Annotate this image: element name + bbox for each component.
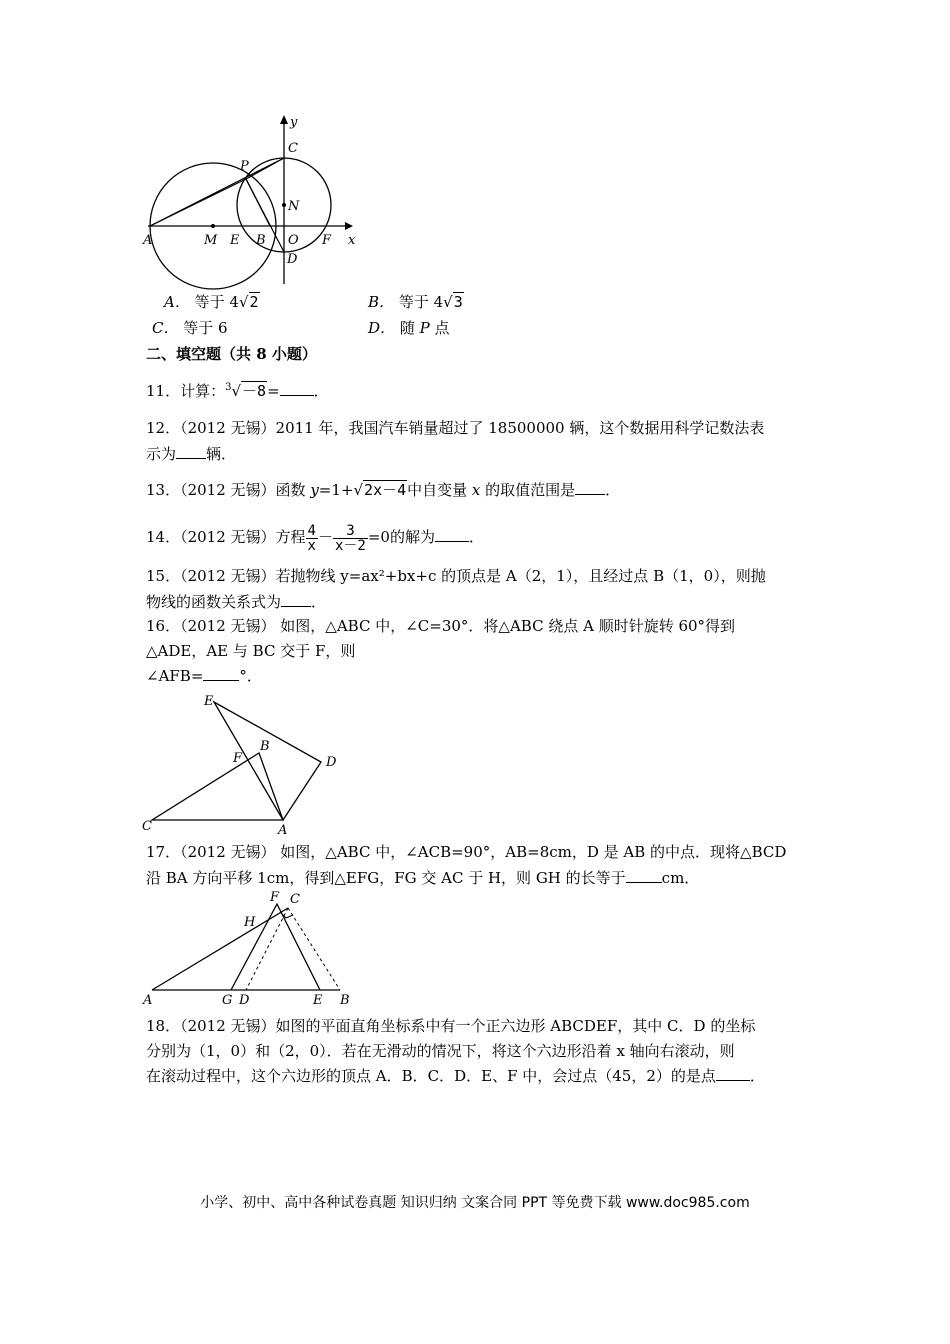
q15-line2a: 物线的函数关系式为 xyxy=(146,593,282,611)
label-b: B xyxy=(256,233,266,248)
label-d: D xyxy=(287,252,298,267)
label-h: H xyxy=(244,915,256,930)
q18-line3b: ． xyxy=(749,1067,765,1085)
question-18-line3 xyxy=(146,1066,765,1086)
q14-end: ． xyxy=(468,528,484,546)
label-e: E xyxy=(230,233,240,248)
label-g: G xyxy=(222,993,233,1008)
option-a-letter: A． xyxy=(164,293,190,311)
label-y: y xyxy=(290,115,298,130)
q16-line3b: °． xyxy=(239,667,262,685)
q13-x: x xyxy=(471,481,481,499)
q15-blank[interactable] xyxy=(281,592,311,607)
label-a: A xyxy=(278,823,288,835)
q11-tail: = xyxy=(267,382,280,400)
q14-den1: x xyxy=(307,537,316,554)
q14-num2: 3 xyxy=(333,524,368,539)
label-c: C xyxy=(290,892,300,907)
segment-pb xyxy=(246,179,270,226)
label-e: E xyxy=(204,694,214,709)
label-o: O xyxy=(288,233,299,248)
q13-eq: =1+ xyxy=(318,481,354,499)
footer-text: 小学、初中、高中各种试卷真题 知识归纳 文案合同 PPT 等免费下载 www.doc985.com xyxy=(200,1195,750,1211)
option-d-text: 随 xyxy=(399,319,415,337)
q13-blank[interactable] xyxy=(575,480,605,495)
option-b-radicand: 3 xyxy=(453,293,463,311)
label-m: M xyxy=(204,233,218,248)
q11-end: ． xyxy=(313,382,329,400)
question-12-line1: 12．（2012 无锡）2011 年，我国汽车销量超过了 18500000 辆，这个数据用科学记数法表 xyxy=(146,419,765,437)
option-b-letter: B． xyxy=(368,293,395,311)
section-heading: 二、填空题（共 8 小题） xyxy=(146,345,317,363)
q14-pre: 14．（2012 无锡）方程 xyxy=(146,528,306,546)
q13-pre: 13．（2012 无锡）函数 xyxy=(146,481,311,499)
label-e: E xyxy=(313,993,323,1008)
label-x: x xyxy=(348,233,356,248)
q14-blank[interactable] xyxy=(435,527,469,542)
triangle-ade xyxy=(214,702,321,820)
q13-end: ． xyxy=(605,481,621,499)
question-11 xyxy=(146,378,329,401)
point-n-dot xyxy=(282,203,286,207)
q16-blank[interactable] xyxy=(203,666,239,681)
q11-blank[interactable] xyxy=(280,381,314,396)
segment-ac xyxy=(150,158,284,226)
label-p: P xyxy=(240,159,249,174)
q12-line2a: 示为 xyxy=(146,445,177,463)
question-17-line1: 17．（2012 无锡） 如图，△ABC 中，∠ACB=90°，AB=8cm，D 是 AB 的中点．现将△BCD xyxy=(146,843,787,861)
q17-blank[interactable] xyxy=(626,868,662,883)
figure-q10-circles xyxy=(140,112,370,292)
q13-y: y xyxy=(310,481,319,499)
option-d-letter: D． xyxy=(368,319,396,337)
q14-tail: =0的解为 xyxy=(367,528,435,546)
q12-blank[interactable] xyxy=(176,444,206,459)
label-d: D xyxy=(326,755,337,770)
q10-option-d xyxy=(368,318,450,338)
q11-num: 11．计算： xyxy=(146,382,226,400)
q15-line2b: ． xyxy=(311,593,327,611)
question-18-line1: 18．（2012 无锡）如图的平面直角坐标系中有一个正六边形 ABCDEF，其中 C．D 的坐标 xyxy=(146,1017,756,1035)
label-f: F xyxy=(322,233,332,248)
option-d-tail: 点 xyxy=(434,319,450,337)
question-16-line1: 16．（2012 无锡） 如图，△ABC 中，∠C=30°．将△ABC 绕点 A 顺时针旋转 60°得到 xyxy=(146,617,736,635)
q18-line3a: 在滚动过程中，这个六边形的顶点 A．B．C．D．E、F 中，会过点（45，2）的是点 xyxy=(146,1067,716,1085)
label-n: N xyxy=(288,199,300,214)
question-14 xyxy=(146,520,484,554)
q17-line2a: 沿 BA 方向平移 1cm，得到△EFG，FG 交 AC 于 H，则 GH 的长等于 xyxy=(146,869,626,887)
y-axis-arrow xyxy=(280,115,288,124)
q11-sqrt: √－8 xyxy=(231,382,267,400)
figure-q17-translation xyxy=(140,888,360,1008)
q13-radicand: 2x－4 xyxy=(364,481,407,499)
q14-num1: 4 xyxy=(307,522,316,539)
option-a-sqrt: √2 xyxy=(238,293,259,311)
question-12-line2 xyxy=(146,444,236,464)
q10-option-a xyxy=(164,292,260,312)
question-15-line2 xyxy=(146,592,326,612)
q17-line2b: cm． xyxy=(661,869,700,887)
q13-mid: 中自变量 xyxy=(407,481,472,499)
question-15-line1: 15．（2012 无锡）若抛物线 y=ax²+bx+c 的顶点是 A（2，1），且经过点 B（1，0），则抛 xyxy=(146,567,766,585)
point-m-dot xyxy=(211,224,215,228)
option-d-p: P xyxy=(419,319,430,337)
label-f: F xyxy=(233,751,243,766)
q10-option-b xyxy=(368,292,464,312)
q10-option-c xyxy=(152,318,228,338)
option-b-sqrt: √3 xyxy=(443,293,463,311)
label-c: C xyxy=(288,141,298,156)
q14-fraction-2 xyxy=(333,524,368,553)
q11-index: 3 xyxy=(225,382,232,393)
label-a: A xyxy=(143,993,153,1008)
q14-den2: x－2 xyxy=(334,537,366,554)
q11-radicand: －8 xyxy=(242,382,267,400)
label-b: B xyxy=(340,993,350,1008)
option-a-radicand: 2 xyxy=(249,293,259,311)
label-d: D xyxy=(239,993,250,1008)
label-c: C xyxy=(142,819,152,834)
option-b-text: 等于 4 xyxy=(398,293,444,311)
q13-sqrt: √2x－4 xyxy=(353,481,407,499)
question-13 xyxy=(146,480,620,500)
x-axis-arrow xyxy=(345,222,353,230)
question-18-line2: 分别为（1，0）和（2，0）．若在无滑动的情况下，将这个六边形沿着 x 轴向右滚动，则 xyxy=(146,1042,735,1060)
question-17-line2 xyxy=(146,868,699,888)
question-16-line3 xyxy=(146,666,262,686)
option-c-text: 等于 6 xyxy=(183,319,228,337)
q14-fraction-1 xyxy=(306,524,318,553)
q13-tail: 的取值范围是 xyxy=(480,481,576,499)
q18-blank[interactable] xyxy=(716,1066,750,1081)
question-16-line2: △ADE，AE 与 BC 交于 F，则 xyxy=(146,642,356,660)
option-a-text: 等于 4 xyxy=(194,293,239,311)
figure-q16-triangles xyxy=(140,690,360,835)
label-b: B xyxy=(260,739,270,754)
q14-minus: － xyxy=(317,528,333,546)
q16-line3a: ∠AFB= xyxy=(146,667,204,685)
label-f: F xyxy=(270,890,280,905)
q12-line2b: 辆． xyxy=(206,445,237,463)
option-c-letter: C． xyxy=(152,319,179,337)
label-a: A xyxy=(143,233,153,248)
